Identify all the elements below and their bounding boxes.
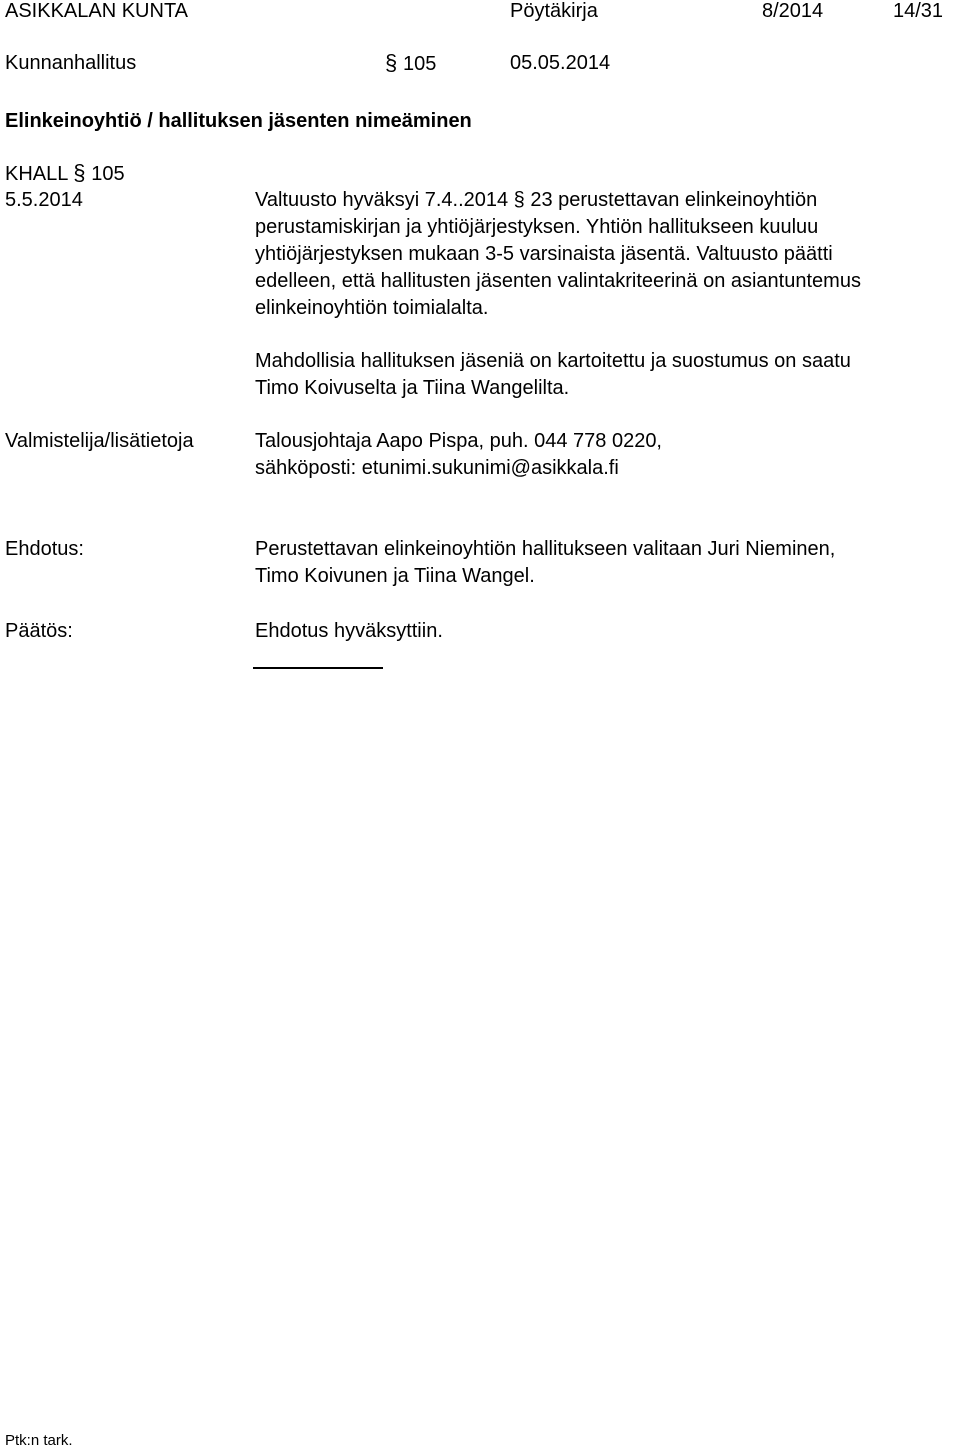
history-paragraph1-line: perustamiskirjan ja yhtiöjärjestyksen. Yhtiön hallitukseen kuuluu	[255, 216, 819, 238]
proposal-label: Ehdotus:	[5, 538, 84, 560]
doc-type: Pöytäkirja	[510, 0, 598, 22]
history-ref	[5, 160, 125, 187]
preparer-email-line: sähköposti: etunimi.sukunimi@asikkala.fi	[255, 457, 619, 479]
meeting-body: Kunnanhallitus	[5, 52, 137, 74]
history-paragraph1-line: yhtiöjärjestyksen mukaan 3-5 varsinaista jäsentä. Valtuusto päätti	[255, 243, 833, 265]
decision-label: Päätös:	[5, 620, 73, 642]
history-paragraph1-line: elinkeinoyhtiön toimialalta.	[255, 297, 489, 319]
proposal-text-line: Timo Koivunen ja Tiina Wangel.	[255, 565, 535, 587]
proposal-text-line: Perustettavan elinkeinoyhtiön hallitukseen valitaan Juri Nieminen,	[255, 538, 836, 560]
signature-line	[253, 667, 383, 669]
page-number: 14/31	[893, 0, 944, 22]
section-ref	[385, 50, 436, 77]
history-section-symbol: §	[73, 160, 86, 185]
history-paragraph1-line: Valtuusto hyväksyi 7.4..2014 § 23 perustettavan elinkeinoyhtiön	[255, 189, 818, 211]
history-paragraph1-line: edelleen, että hallitusten jäsenten valintakriteerinä on asiantuntemus	[255, 270, 861, 292]
history-ref-number: 105	[91, 163, 125, 185]
decision-text: Ehdotus hyväksyttiin.	[255, 620, 443, 642]
history-paragraph2-line: Timo Koivuselta ja Tiina Wangelilta.	[255, 377, 570, 399]
history-paragraph2-line: Mahdollisia hallituksen jäseniä on kartoitettu ja suostumus on saatu	[255, 350, 851, 372]
preparer-contact-line: Talousjohtaja Aapo Pispa, puh. 044 778 0220,	[255, 430, 662, 452]
minutes-checker-label: Ptk:n tark.	[5, 1432, 73, 1449]
org-name: ASIKKALAN KUNTA	[5, 0, 189, 22]
meeting-date: 05.05.2014	[510, 52, 611, 74]
preparer-label: Valmistelija/lisätietoja	[5, 430, 194, 452]
history-date: 5.5.2014	[5, 189, 83, 211]
page-title: Elinkeinoyhtiö / hallituksen jäsenten nimeäminen	[5, 110, 472, 132]
section-number: 105	[403, 53, 437, 75]
history-ref-label: KHALL	[5, 163, 68, 185]
doc-number: 8/2014	[762, 0, 824, 22]
section-symbol: §	[385, 50, 398, 75]
